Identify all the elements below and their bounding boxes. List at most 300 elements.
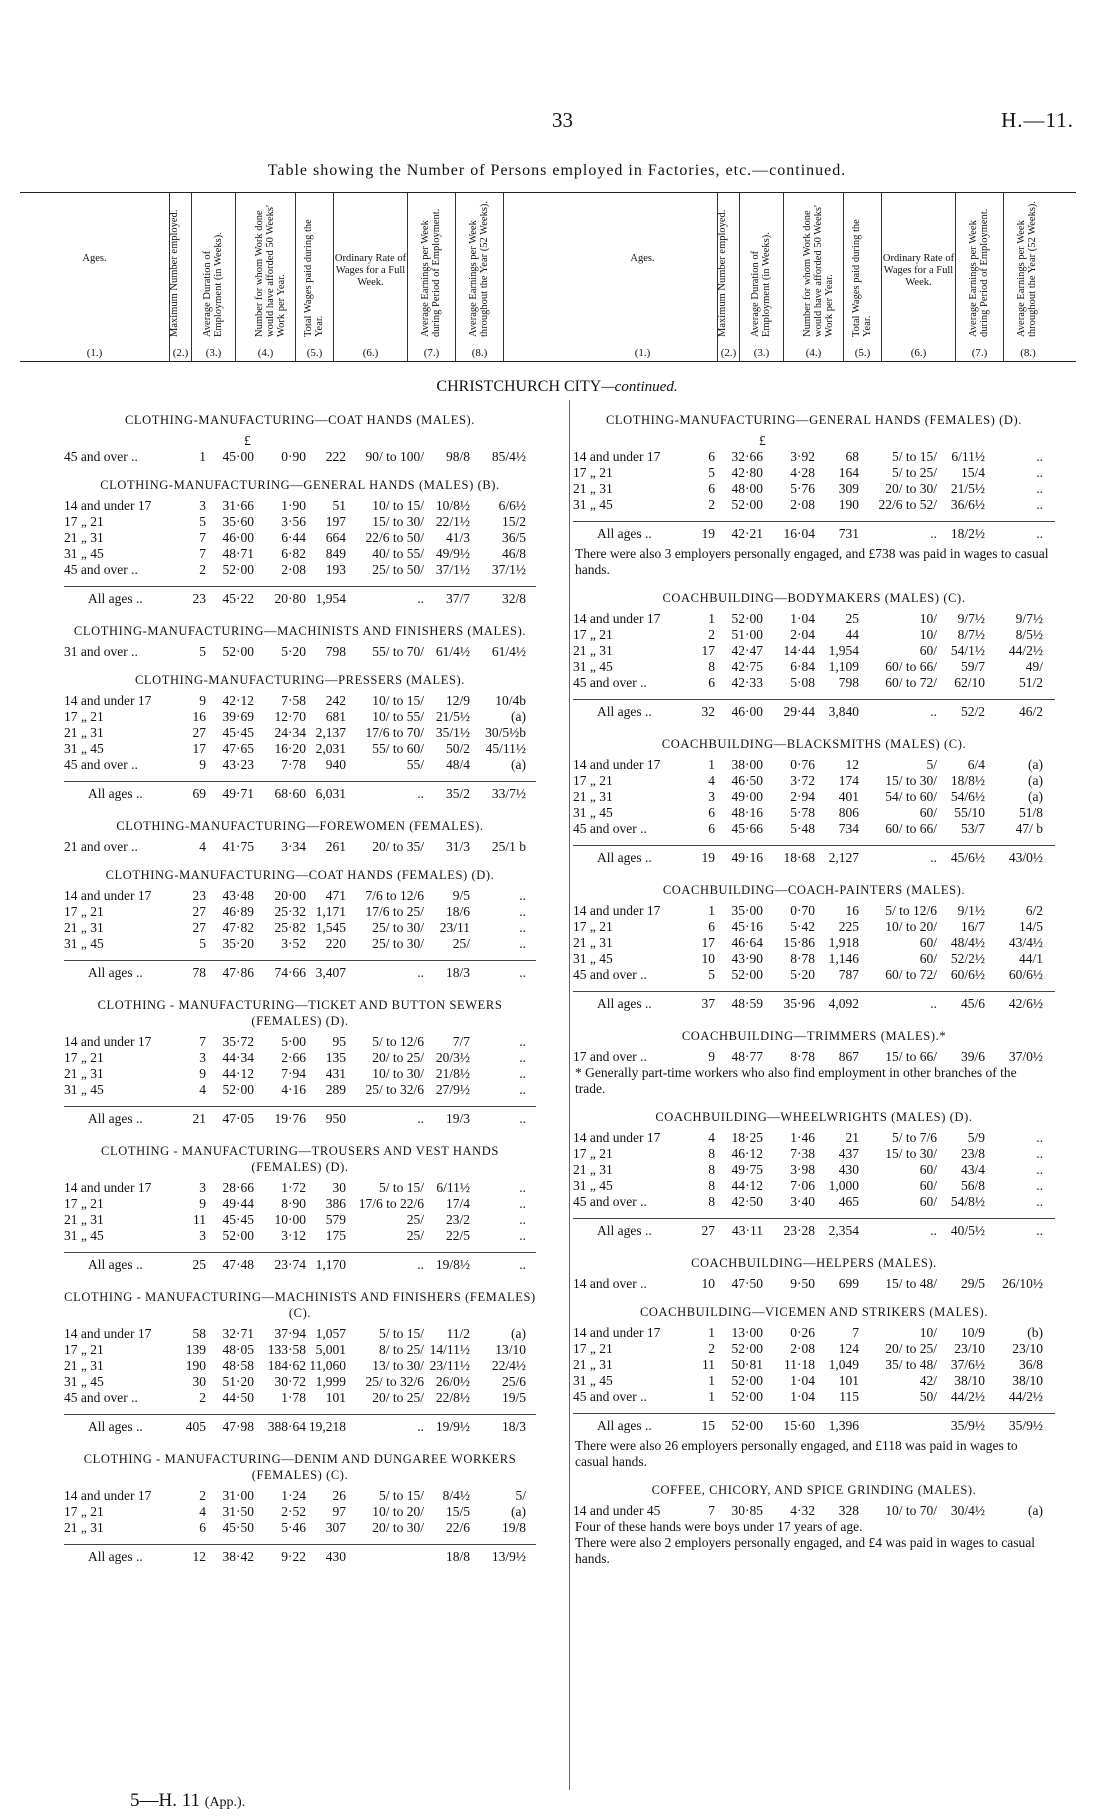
table-row [573,449,1055,465]
table-row [573,659,1055,675]
cell-col-7: 21/5½ [950,481,985,496]
cell-col-5: 164 [838,465,859,480]
cell-col-8: 49/ [1025,659,1043,674]
table-row [573,919,1055,935]
cell-col-1: 14 and under 17 [64,1326,152,1341]
cell-col-5: 1,109 [828,659,859,674]
cell-col-3: 44·12 [731,1178,763,1193]
total-row [64,1414,536,1439]
cell-col-6: .. [417,965,424,980]
cell-col-7: 6/4 [967,757,985,772]
cell-col-6: 60/ [919,1178,937,1193]
cell-col-5: 431 [325,1066,346,1081]
cell-col-8: .. [1036,1178,1043,1193]
cell-col-8: .. [1036,1146,1043,1161]
cell-col-5: 471 [325,888,346,903]
header-number: (6.) [910,347,927,359]
cell-col-4: 5·78 [790,805,815,820]
header-number: (2.) [720,347,737,359]
cell-col-6: 20/ to 25/ [372,1390,424,1405]
cell-col-3: 46·00 [222,530,254,545]
cell-col-3: 38·00 [731,757,763,772]
cell-col-8: (a) [511,1504,526,1519]
document-reference: H.—11. [1001,108,1074,132]
cell-col-6: 5/ to 25/ [891,465,937,480]
cell-col-5: 798 [838,675,859,690]
cell-col-8: 23/10 [1012,1341,1043,1356]
cell-col-8: 38/10 [1012,1373,1043,1388]
cell-col-6: 50/ [919,1389,937,1404]
cell-col-5: 222 [325,449,346,464]
cell-col-5: 2,354 [828,1223,859,1238]
cell-col-7: 23/11 [439,920,470,935]
cell-col-5: 190 [838,497,859,512]
header-label: Average Duration of Employment (in Weeks). [201,232,224,337]
cell-col-7: 38/10 [954,1373,985,1388]
cell-col-1: All ages .. [597,526,652,541]
total-row [573,1413,1055,1438]
cell-col-3: 47·86 [222,965,254,980]
cell-col-6: 60/ to 72/ [885,675,937,690]
cell-col-7: 18/8 [445,1549,470,1564]
header-label: Average Earnings per Week during Period of Employment. [419,208,442,337]
cell-col-1: 31 „ 45 [64,546,104,561]
cell-col-5: 940 [325,757,346,772]
header-label: Average Earnings per Week during Period of Employment. [967,208,990,337]
header-number: (5.) [306,347,323,359]
cell-col-1: All ages .. [88,965,143,980]
cell-col-1: 14 and under 45 [573,1503,661,1518]
table-row [573,1389,1055,1405]
cell-col-7: 45/6½ [950,850,985,865]
cell-col-6: 17/6 to 25/ [365,904,424,919]
table-row [573,1162,1055,1178]
cell-col-3: 47·48 [222,1257,254,1272]
cell-col-8: 26/10½ [1002,1276,1043,1291]
header-label: Ages. [630,253,655,264]
cell-col-1: 21 „ 31 [64,725,104,740]
cell-col-4: 15·60 [783,1418,815,1433]
cell-col-2: 5 [199,644,206,659]
cell-col-2: 27 [701,1223,715,1238]
cell-col-1: 14 and under 17 [64,1034,152,1049]
cell-col-3: 46·50 [731,773,763,788]
cell-col-1: 17 „ 21 [64,709,104,724]
cell-col-3: 49·16 [731,850,763,865]
cell-col-4: 6·44 [281,530,306,545]
table-row [64,741,536,757]
cell-col-3: 18·25 [731,1130,763,1145]
header-number: (2.) [172,347,189,359]
cell-col-5: 16 [845,903,859,918]
pound-sign: £ [244,433,251,448]
table-section [64,611,536,660]
cell-col-2: 3 [199,1228,206,1243]
cell-col-4: 8·78 [790,1049,815,1064]
header-col-4-right [784,193,844,361]
cell-col-6: .. [417,1257,424,1272]
table-row [573,1276,1055,1292]
cell-col-8: .. [519,1228,526,1243]
cell-col-1: 17 „ 21 [64,1196,104,1211]
cell-col-4: 25·32 [274,904,306,919]
total-row [64,781,536,806]
cell-col-4: 4·32 [790,1503,815,1518]
cell-col-1: All ages .. [88,591,143,606]
cell-col-1: All ages .. [597,1418,652,1433]
cell-col-6: 22/6 to 50/ [365,530,424,545]
cell-col-5: 51 [332,498,346,513]
cell-col-2: 11 [193,1212,206,1227]
cell-col-2: 3 [199,1180,206,1195]
cell-col-3: 51·20 [222,1374,254,1389]
cell-col-8: .. [1036,449,1043,464]
cell-col-6: 25/ to 32/6 [365,1082,424,1097]
cell-col-1: 31 „ 45 [64,1082,104,1097]
cell-col-5: 731 [838,526,859,541]
cell-col-1: 14 and under 17 [64,1488,152,1503]
cell-col-2: 2 [708,497,715,512]
cell-col-8: 10/4b [495,693,526,708]
cell-col-3: 41·75 [222,839,254,854]
cell-col-2: 4 [199,1504,206,1519]
cell-col-2: 8 [708,1146,715,1161]
cell-col-4: 9·22 [281,1549,306,1564]
total-row [573,521,1055,546]
cell-col-8: .. [1036,1130,1043,1145]
cell-col-2: 17 [192,741,206,756]
cell-col-2: 9 [708,1049,715,1064]
cell-col-5: 386 [325,1196,346,1211]
cell-col-6: 25/ to 32/6 [365,1374,424,1389]
table-row [64,1358,536,1374]
cell-col-6: 25/ to 30/ [372,936,424,951]
header-col-2-right [718,193,740,361]
header-col-8-left [456,193,504,361]
cell-col-8: .. [1036,465,1043,480]
table-section [573,870,1055,1016]
cell-col-6: 5/ [926,757,937,772]
cell-col-8: .. [1036,1162,1043,1177]
cell-col-8: 51/8 [1018,805,1043,820]
cell-col-7: 19/9½ [435,1419,470,1434]
cell-col-4: 30·72 [274,1374,306,1389]
cell-col-5: 220 [325,936,346,951]
cell-col-1: 45 and over .. [573,1389,647,1404]
cell-col-4: 7·06 [790,1178,815,1193]
cell-col-8: .. [1036,497,1043,512]
cell-col-8: 46/2 [1018,704,1043,719]
cell-col-7: 21/5½ [435,709,470,724]
cell-col-5: 2,137 [315,725,346,740]
header-col-3-left [192,193,236,361]
cell-col-7: 6/11½ [951,449,985,464]
cell-col-8: 19/5 [501,1390,526,1405]
cell-col-1: 31 „ 45 [64,1228,104,1243]
cell-col-3: 44·50 [222,1390,254,1405]
cell-col-6: 55/ to 70/ [372,644,424,659]
cell-col-8: (a) [1028,789,1043,804]
cell-col-1: 31 „ 45 [573,497,613,512]
cell-col-7: 22/5 [445,1228,470,1243]
cell-col-4: 2·04 [790,627,815,642]
cell-col-1: 21 „ 31 [573,481,613,496]
cell-col-1: 21 „ 31 [64,1520,104,1535]
cell-col-2: 7 [199,546,206,561]
cell-col-5: 26 [332,1488,346,1503]
cell-col-6: 15/ to 48/ [885,1276,937,1291]
cell-col-4: 35·96 [783,996,815,1011]
table-row [64,757,536,773]
cell-col-8: 42/6½ [1008,996,1043,1011]
cell-col-6: 60/ [919,805,937,820]
section-note: * Generally part-time workers who also find employment in other branches of the trade. [575,1065,1017,1096]
section-heading: COACHBUILDING—BODYMAKERS (MALES) (C). [662,591,966,605]
cell-col-6: .. [930,850,937,865]
cell-col-7: 45/6 [960,996,985,1011]
cell-col-6: .. [930,1223,937,1238]
cell-col-8: .. [1036,526,1043,541]
cell-col-8: (b) [1027,1325,1043,1340]
cell-col-3: 52·00 [222,1082,254,1097]
cell-col-1: 14 and under 17 [573,903,661,918]
cell-col-8: 25/1 b [491,839,526,854]
total-row [64,1106,536,1131]
table-row [64,562,536,578]
cell-col-6: 10/ [919,1325,937,1340]
cell-col-3: 42·75 [731,659,763,674]
cell-col-1: 31 „ 45 [64,936,104,951]
cell-col-2: 30 [192,1374,206,1389]
cell-col-7: 10/8½ [435,498,470,513]
cell-col-6: 25/ to 30/ [372,920,424,935]
table-row [573,757,1055,773]
cell-col-6: 7/6 to 12/6 [365,888,424,903]
cell-col-4: 1·04 [790,611,815,626]
table-row [64,888,536,904]
city-name: CHRISTCHURCH CITY [436,378,602,395]
cell-col-7: 9/1½ [957,903,985,918]
cell-col-4: 16·20 [274,741,306,756]
cell-col-8: 9/7½ [1015,611,1043,626]
cell-col-2: 9 [199,693,206,708]
cell-col-5: 465 [838,1194,859,1209]
table-row [64,693,536,709]
cell-col-5: 68 [845,449,859,464]
cell-col-5: 101 [838,1373,859,1388]
cell-col-3: 48·00 [731,481,763,496]
section-heading: COACHBUILDING—TRIMMERS (MALES).* [681,1029,947,1043]
cell-col-3: 35·00 [731,903,763,918]
table-row [64,1212,536,1228]
cell-col-4: 388·64 [267,1419,306,1434]
header-col-2-left [170,193,192,361]
cell-col-4: 5·48 [790,821,815,836]
cell-col-7: 48/4½ [950,935,985,950]
cell-col-8: 13/9½ [491,1549,526,1564]
cell-col-4: 5·20 [790,967,815,982]
cell-col-3: 32·66 [731,449,763,464]
table-section [64,855,536,985]
cell-col-3: 45·66 [731,821,763,836]
cell-col-6: 10/ to 15/ [372,693,424,708]
header-col-1-right [568,193,718,361]
cell-col-2: 17 [701,643,715,658]
section-heading: CLOTHING-MANUFACTURING—GENERAL HANDS (MALES) (B). [100,478,500,492]
cell-col-6: 54/ to 60/ [885,789,937,804]
cell-col-5: 734 [838,821,859,836]
cell-col-3: 49·44 [222,1196,254,1211]
cell-col-4: 19·76 [274,1111,306,1126]
cell-col-4: 3·40 [790,1194,815,1209]
cell-col-7: 22/6 [445,1520,470,1535]
cell-col-3: 35·72 [222,1034,254,1049]
cell-col-2: 3 [199,1050,206,1065]
cell-col-7: 19/3 [445,1111,470,1126]
cell-col-6: 10/ to 20/ [885,919,937,934]
cell-col-1: 17 „ 21 [64,1050,104,1065]
table-row [64,1082,536,1098]
cell-col-8: 22/4½ [491,1358,526,1373]
header-number: (1.) [86,347,103,359]
cell-col-4: 5·20 [281,644,306,659]
cell-col-3: 52·00 [731,497,763,512]
cell-col-6: 42/ [919,1373,937,1388]
cell-col-7: 37/7 [445,591,470,606]
table-row [573,675,1055,691]
cell-col-5: 2,031 [315,741,346,756]
cell-col-2: 4 [708,1130,715,1145]
cell-col-7: 35/9½ [950,1418,985,1433]
header-number: (7.) [423,347,440,359]
table-row [64,1050,536,1066]
cell-col-2: 23 [192,888,206,903]
cell-col-5: 4,092 [828,996,859,1011]
section-heading: COACHBUILDING—VICEMEN AND STRIKERS (MALES). [639,1305,989,1319]
header-col-3-right [740,193,784,361]
cell-col-7: 18/2½ [950,526,985,541]
cell-col-7: 30/4½ [950,1503,985,1518]
cell-col-7: 61/4½ [435,644,470,659]
table-section [573,1292,1055,1470]
cell-col-2: 2 [199,562,206,577]
table-row [64,920,536,936]
cell-col-8: .. [1036,481,1043,496]
cell-col-5: 95 [332,1034,346,1049]
cell-col-8: 14/5 [1018,919,1043,934]
cell-col-8: 36/8 [1018,1357,1043,1372]
header-col-5-right [844,193,882,361]
cell-col-1: 17 „ 21 [573,1146,613,1161]
cell-col-4: 6·84 [790,659,815,674]
cell-col-1: 17 „ 21 [64,904,104,919]
cell-col-5: 12 [845,757,859,772]
cell-col-2: 25 [192,1257,206,1272]
cell-col-6: 60/ [919,1194,937,1209]
table-section [573,1470,1055,1567]
cell-col-8: .. [519,1111,526,1126]
cell-col-3: 52·00 [731,1418,763,1433]
total-row [64,960,536,985]
cell-col-4: 37·94 [274,1326,306,1341]
cell-col-4: 9·50 [790,1276,815,1291]
cell-col-6: 5/ to 7/6 [891,1130,937,1145]
header-label: Maximum Number employed. [168,209,180,337]
section-note: There were also 2 employers personally engaged, and £4 was paid in wages to casual hands. [575,1535,1035,1566]
cell-col-3: 35·60 [222,514,254,529]
cell-col-7: 56/8 [960,1178,985,1193]
cell-col-8: 5/ [515,1488,526,1503]
cell-col-6: 60/ to 66/ [885,659,937,674]
cell-col-1: 21 „ 31 [64,1212,104,1227]
table-row [573,1373,1055,1389]
header-label: Number for whom Work done would have afforded 50 Weeks' Work per Year. [801,205,835,337]
cell-col-7: 25/ [452,936,470,951]
cell-col-5: 1,171 [315,904,346,919]
cell-col-1: 31 „ 45 [573,659,613,674]
table-row [573,611,1055,627]
cell-col-5: 1,918 [828,935,859,950]
cell-col-7: 7/7 [452,1034,470,1049]
cell-col-4: 5·08 [790,675,815,690]
page-header [0,100,1114,140]
cell-col-3: 47·65 [222,741,254,756]
cell-col-2: 8 [708,1162,715,1177]
cell-col-2: 10 [701,951,715,966]
cell-col-2: 21 [192,1111,206,1126]
cell-col-5: 97 [332,1504,346,1519]
cell-col-3: 48·59 [731,996,763,1011]
cell-col-2: 6 [708,805,715,820]
cell-col-7: 54/1½ [950,643,985,658]
cell-col-1: 21 „ 31 [573,643,613,658]
cell-col-3: 51·00 [731,627,763,642]
cell-col-2: 1 [708,903,715,918]
cell-col-8: .. [519,1066,526,1081]
table-row [573,1130,1055,1146]
cell-col-8: 19/8 [501,1520,526,1535]
cell-col-1: All ages .. [597,850,652,865]
header-col-1-left [20,193,170,361]
cell-col-3: 44·34 [222,1050,254,1065]
cell-col-3: 45·00 [222,449,254,464]
section-heading: CLOTHING - MANUFACTURING—DENIM AND DUNGAREE WORKERS (FEMALES) (C). [83,1452,517,1482]
cell-col-4: 6·82 [281,546,306,561]
cell-col-1: 14 and under 17 [573,1130,661,1145]
cell-col-5: 19,218 [308,1419,346,1434]
table-row [573,903,1055,919]
cell-col-1: 45 and over .. [64,757,138,772]
cell-col-1: 14 and under 17 [64,693,152,708]
cell-col-4: 0·26 [790,1325,815,1340]
table-row [64,709,536,725]
cell-col-8: (a) [1028,757,1043,772]
cell-col-2: 1 [708,611,715,626]
cell-col-4: 4·28 [790,465,815,480]
cell-col-7: 52/2½ [950,951,985,966]
cell-col-1: 31 „ 45 [573,805,613,820]
cell-col-2: 17 [701,935,715,950]
cell-col-7: 49/9½ [435,546,470,561]
cell-col-2: 190 [185,1358,206,1373]
cell-col-7: 9/5 [452,888,470,903]
cell-col-3: 43·48 [222,888,254,903]
cell-col-2: 7 [199,530,206,545]
cell-col-4: 23·74 [274,1257,306,1272]
cell-col-5: 197 [325,514,346,529]
cell-col-5: 849 [325,546,346,561]
table-row [573,805,1055,821]
